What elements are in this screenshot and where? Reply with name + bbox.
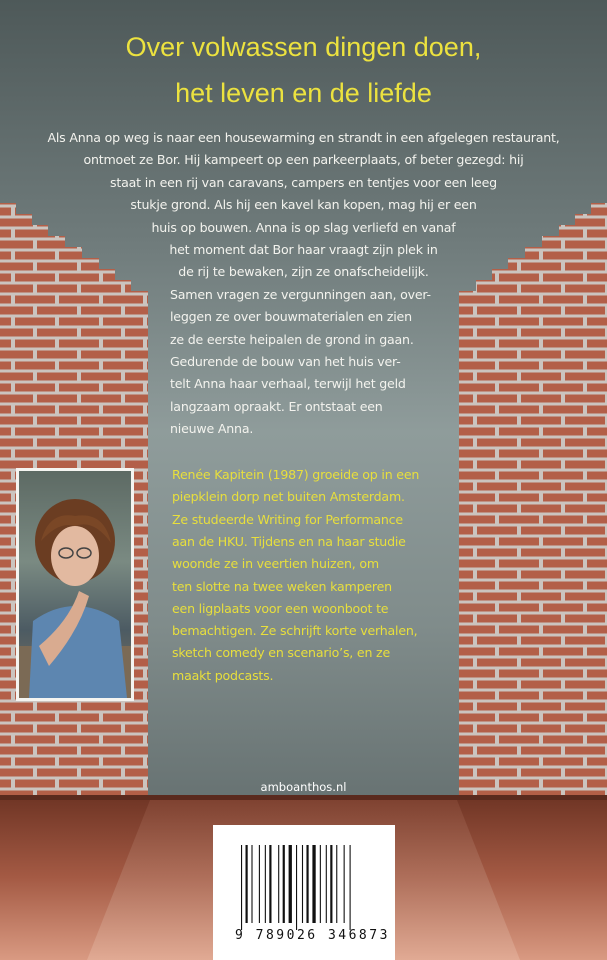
blurb-line: Samen vragen ze vergunningen aan, over- xyxy=(170,286,431,302)
barcode-bar xyxy=(278,845,279,923)
blurb-line: langzaam opraakt. Er ontstaat een xyxy=(170,398,383,414)
blurb-line: het moment dat Bor haar vraagt zijn plek in xyxy=(169,242,438,257)
barcode-bar xyxy=(246,845,248,923)
barcode xyxy=(213,825,395,960)
headline-line: Over volwassen dingen doen, xyxy=(125,32,482,62)
blurb-line: huis op bouwen. Anna is op slag verliefd en vanaf xyxy=(151,219,456,235)
publisher-website: amboanthos.nl xyxy=(260,780,347,794)
blurb-line: de rij te bewaken, zijn ze onafscheidelijk. xyxy=(178,264,429,280)
bio-line: een ligplaats voor een woonboot te xyxy=(172,600,389,616)
bio-line: ten slotte na twee weken kamperen xyxy=(172,578,392,594)
barcode-bar xyxy=(283,845,285,923)
author-photo xyxy=(16,468,134,701)
barcode-bar xyxy=(289,845,292,923)
blurb-line: ontmoet ze Bor. Hij kampeert op een parkeerplaats, of beter gezegd: hij xyxy=(83,152,524,168)
barcode-bar xyxy=(344,845,345,923)
bio-line: sketch comedy en scenario’s, en ze xyxy=(172,645,391,661)
barcode-bar xyxy=(320,845,321,923)
bio-line: bemachtigen. Ze schrijft korte verhalen, xyxy=(172,623,418,639)
bio-line: piepklein dorp net buiten Amsterdam. xyxy=(172,489,405,505)
barcode-bar xyxy=(326,845,327,923)
blurb-line: nieuwe Anna. xyxy=(170,421,254,437)
barcode-bar xyxy=(350,845,351,930)
bio-line: aan de HKU. Tijdens en na haar studie xyxy=(172,533,406,549)
right-brick-wall xyxy=(459,203,607,796)
bio-line: Ze studeerde Writing for Performance xyxy=(172,511,403,527)
barcode-bar xyxy=(330,845,332,923)
barcode-bar xyxy=(269,845,271,923)
isbn-number: 9 789026 346873 xyxy=(235,928,390,943)
blurb-line: ze de eerste heipalen de grond in gaan. xyxy=(170,331,414,347)
blurb-line: Gedurende de bouw van het huis ver- xyxy=(170,354,401,369)
barcode-bar xyxy=(312,845,315,923)
barcode-bar xyxy=(241,845,242,930)
barcode-bars-icon xyxy=(213,825,395,930)
bio-line: Renée Kapitein (1987) groeide op in een xyxy=(172,467,420,482)
blurb-line: stukje grond. Als hij een kavel kan kopen, mag hij er een xyxy=(130,197,477,213)
barcode-bar xyxy=(259,845,260,923)
blurb-line: Als Anna op weg is naar een housewarming en strandt in een afgelegen restaurant, xyxy=(47,130,560,145)
headline-line: het leven en de liefde xyxy=(175,78,432,108)
bio-line: maakt podcasts. xyxy=(172,667,274,683)
barcode-bar xyxy=(336,845,337,923)
cover-headline xyxy=(0,24,607,116)
barcode-bar xyxy=(302,845,303,923)
barcode-bar xyxy=(296,845,297,930)
barcode-bar xyxy=(306,845,308,923)
author-portrait-image xyxy=(19,471,131,698)
barcode-bar xyxy=(251,845,252,923)
blurb-line: leggen ze over bouwmaterialen en zien xyxy=(170,309,412,325)
blurb-line: telt Anna haar verhaal, terwijl het geld xyxy=(170,376,406,392)
bio-line: woonde ze in veertien huizen, om xyxy=(172,556,379,572)
blurb-line: staat in een rij van caravans, campers en tentjes voor een leeg xyxy=(110,174,497,190)
barcode-bar xyxy=(265,845,266,923)
